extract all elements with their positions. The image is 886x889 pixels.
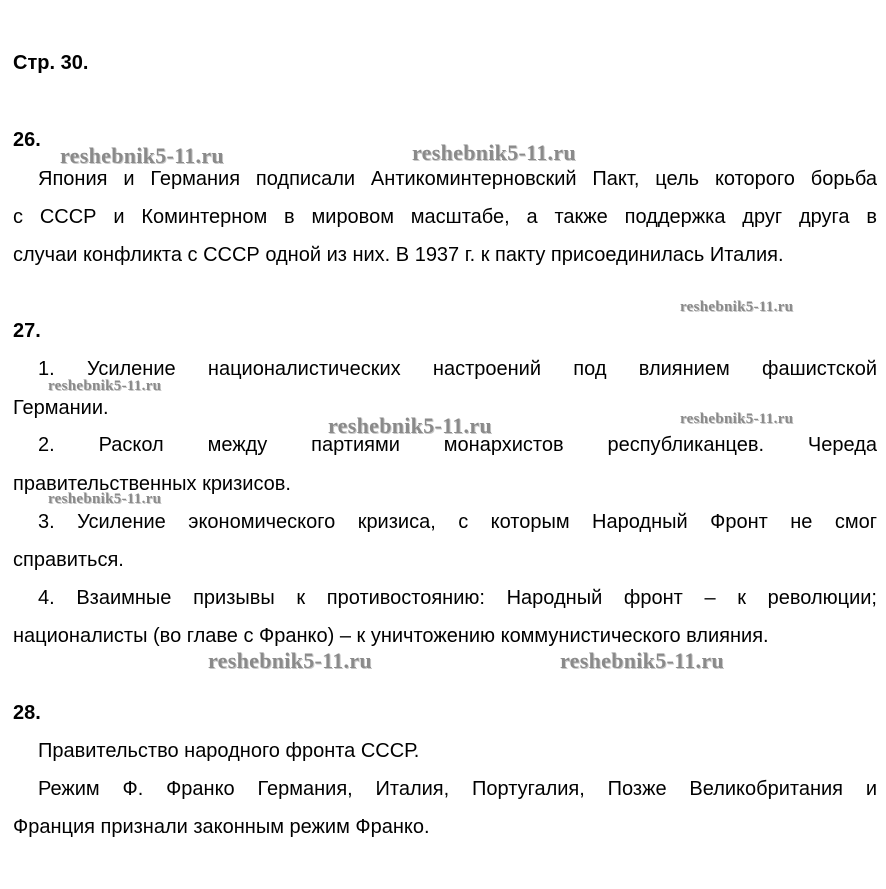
question-26-number: 26. — [13, 129, 41, 151]
question-27-line-5: 3. Усиление экономического кризиса, с которым Народный Фронт не смог — [38, 511, 877, 533]
watermark: reshebnik5-11.ru — [412, 140, 576, 165]
watermark: reshebnik5-11.ru — [560, 648, 724, 673]
watermark: reshebnik5-11.ru — [208, 648, 372, 673]
watermark: reshebnik5-11.ru — [680, 299, 794, 315]
question-27-line-3: 2. Раскол между партиями монархистов республиканцев. Череда — [38, 434, 877, 456]
question-27-line-6: справиться. — [13, 549, 124, 571]
question-28-line-3: Франция признали законным режим Франко. — [13, 816, 430, 838]
question-27-line-1: 1. Усиление националистических настроений под влиянием фашистской — [38, 358, 877, 380]
watermark: reshebnik5-11.ru — [328, 413, 492, 438]
question-27-line-8: националисты (во главе с Франко) – к уничтожению коммунистического влияния. — [13, 625, 769, 647]
question-26-line-1: Япония и Германия подписали Антикоминтерновский Пакт, цель которого борьба — [38, 168, 877, 190]
question-28-line-1: Правительство народного фронта СССР. — [38, 740, 420, 762]
watermark: reshebnik5-11.ru — [48, 378, 162, 394]
watermark: reshebnik5-11.ru — [48, 491, 162, 507]
watermark: reshebnik5-11.ru — [60, 143, 224, 168]
question-27-line-4: правительственных кризисов. — [13, 473, 291, 495]
page-title: Стр. 30. — [13, 52, 89, 74]
question-27-line-7: 4. Взаимные призывы к противостоянию: Народный фронт – к революции; — [38, 587, 877, 609]
question-26-line-2: с СССР и Коминтерном в мировом масштабе, а также поддержка друг друга в — [13, 206, 877, 228]
watermark: reshebnik5-11.ru — [680, 411, 794, 427]
question-28-line-2: Режим Ф. Франко Германия, Италия, Португалия, Позже Великобритания и — [38, 778, 877, 800]
question-27-line-2: Германии. — [13, 397, 109, 419]
question-26-line-3: случаи конфликта с СССР одной из них. В 1937 г. к пакту присоединилась Италия. — [13, 244, 784, 266]
question-28-number: 28. — [13, 702, 41, 724]
question-27-number: 27. — [13, 320, 41, 342]
